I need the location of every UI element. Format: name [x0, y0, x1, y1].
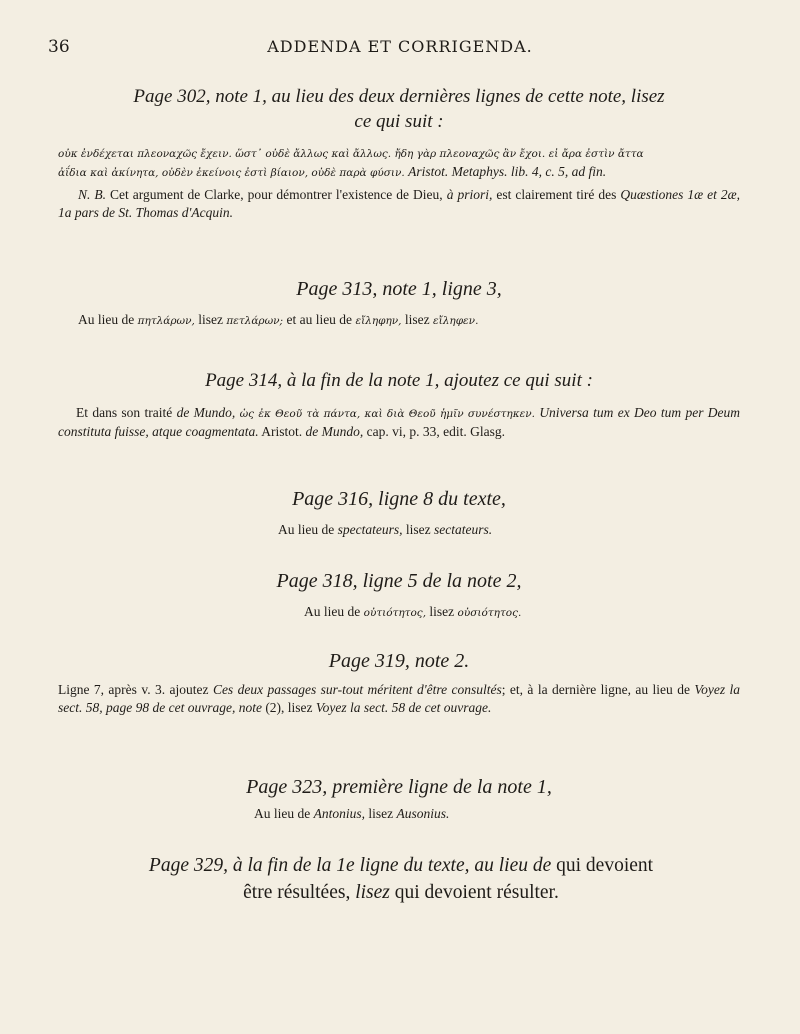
correction-313	[58, 311, 740, 330]
text: spectateurs,	[337, 522, 403, 537]
text: sect. 58 de cet ouvrage.	[363, 700, 492, 715]
section-page-302	[58, 84, 740, 222]
text: Antonius,	[313, 806, 366, 821]
correction-319	[58, 681, 740, 717]
section-page-316	[58, 488, 740, 539]
text: (2), lisez	[265, 700, 313, 715]
correction-323	[58, 805, 740, 823]
correction-316	[58, 521, 740, 539]
text: est clairement	[496, 187, 573, 202]
text: Au lieu de	[278, 522, 335, 537]
text: Ligne 7, après v. 3. ajoutez	[58, 682, 209, 697]
text: Aristot.	[261, 424, 303, 439]
section-page-318	[58, 570, 740, 622]
text: ; et, à la	[501, 682, 548, 697]
greek-text: οὐκ ἐνδέχεται πλεοναχῶς ἔχειν. ὥστ᾽ οὐδὲ ἄλλως καὶ ἄλλως. ἤδη γὰρ πλεοναχῶς ἂν ἔχοι. εἰ ἄρα ἐστὶν ἄττα	[58, 148, 644, 160]
text: Voyez la	[315, 700, 361, 715]
section-page-329	[56, 852, 746, 906]
running-head	[0, 37, 800, 61]
nb-label: N. B.	[78, 187, 107, 202]
section-page-323	[58, 776, 740, 823]
text: lisez	[198, 312, 223, 327]
text: Quæstiones 1æ et 2æ, 1a pars de St. Thomas d'Acquin.	[58, 187, 741, 220]
greek-text: εἴληφην,	[355, 315, 402, 327]
text: Au lieu de	[78, 312, 135, 327]
text: qui devoient résulter.	[394, 882, 559, 903]
text: à priori,	[446, 187, 493, 202]
greek-quotation	[58, 144, 740, 182]
text: tiré des	[576, 187, 617, 202]
heading-page-302	[58, 84, 740, 134]
greek-text: ὡς ἐκ Θεοῦ τὰ πάντα, καὶ διὰ Θεοῦ ἡμῖν συνέστηκεν.	[239, 408, 535, 420]
running-title: ADDENDA ET CORRIGENDA.	[267, 37, 533, 56]
greek-text: οὐτιότητος,	[363, 607, 427, 619]
text: de Mundo,	[305, 424, 364, 439]
text: Voyez la sect. 58, page 98 de cet ouvrage, note	[58, 682, 741, 715]
heading-page-318: Page 318, ligne 5 de la note 2,	[276, 570, 522, 592]
text: Ausonius.	[396, 806, 450, 821]
text: lisez	[429, 604, 455, 619]
text: lisez	[355, 882, 390, 903]
greek-text: πητλάρων,	[137, 315, 195, 327]
page-number: 36	[48, 37, 70, 57]
text: Cet argument de Clarke, pour démontrer l'existence de Dieu,	[110, 187, 443, 202]
text: et au lieu de	[286, 312, 353, 327]
text: de Mundo,	[176, 405, 236, 420]
heading-page-313: Page 313, note 1, ligne 3,	[296, 278, 502, 300]
text: lisez	[405, 522, 431, 537]
heading-line: Page 302, note 1, au lieu des deux dernières lignes de cette note, lisez	[133, 86, 665, 107]
text: cap. vi, p. 33, edit.	[366, 424, 467, 439]
text: lisez	[368, 806, 394, 821]
heading-page-314: Page 314, à la fin de la note 1, ajoutez ce qui suit :	[205, 370, 593, 391]
section-page-313	[58, 278, 740, 330]
correction-318	[58, 603, 740, 622]
section-page-319	[58, 650, 740, 717]
greek-text: ἀΐδια καὶ ἀκίνητα, οὐδὲν ἐκείνοις ἐστὶ βίαιον, οὐδὲ παρὰ φύσιν.	[58, 167, 405, 179]
text: qui devoient	[556, 855, 654, 876]
nb-paragraph	[58, 186, 740, 222]
latin-text: tum per Deum constituta fuisse, atque coagmentata.	[58, 405, 741, 439]
heading-page-316: Page 316, ligne 8 du texte,	[292, 488, 506, 510]
text: Page 329, à la fin de la 1e ligne du texte, au lieu de	[148, 855, 552, 876]
text: être résultées,	[243, 882, 351, 903]
greek-text: οὐσιότητος.	[457, 607, 522, 619]
text: Au lieu de	[254, 806, 311, 821]
citation: Aristot. Metaphys. lib. 4, c. 5, ad fin.	[408, 164, 607, 179]
text: Glasg.	[470, 424, 505, 439]
text: Ces deux passages sur-tout méritent d'être consultés	[212, 682, 502, 697]
greek-text: εἴληφεν.	[433, 315, 479, 327]
text: sectateurs.	[434, 522, 493, 537]
addition-314	[58, 404, 740, 441]
heading-page-323: Page 323, première ligne de la note 1,	[246, 776, 552, 798]
text: Au lieu de	[304, 604, 361, 619]
heading-line: ce qui suit :	[354, 111, 444, 132]
section-page-314	[58, 370, 740, 441]
text: Et dans son traité	[76, 405, 173, 420]
greek-text: πετλάρων;	[226, 315, 284, 327]
latin-text: Universa tum ex Deo	[539, 405, 657, 420]
text: dernière ligne, au lieu de	[552, 682, 690, 697]
text: lisez	[404, 312, 430, 327]
heading-page-319: Page 319, note 2.	[328, 650, 470, 672]
correction-329	[56, 852, 746, 906]
